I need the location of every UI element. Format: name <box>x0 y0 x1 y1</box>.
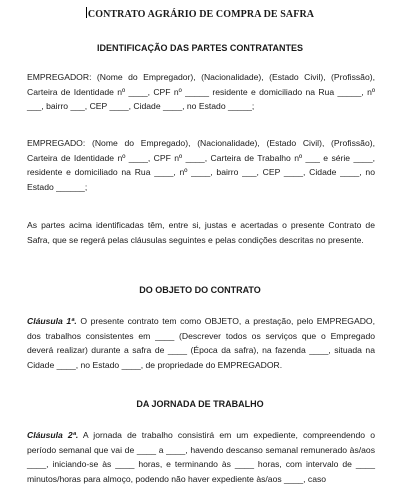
paragraph-empregado: EMPREGADO: (Nome do Empregado), (Nacionalidade), (Estado Civil), (Profissão), Carteira de Identidade nº ____, CPF nº ____, Carteira de Trabalho nº ___ e série ____, residente e domiciliado na Rua ____, nº ____, bairro ___, CEP ____, Cidade ____, no Estado ______; <box>27 138 375 192</box>
clause-1-text: O presente contrato tem como OBJETO, a prestação, pelo EMPREGADO, dos trabalhos consistentes em ____ (Descrever todos os serviços que o Empregado deverá realizar) durante a safra de ____ (Época da safra), na fazenda ____, situada na Cidade ____, no Estado ____, de propriedade do EMPREGADOR. <box>27 316 376 370</box>
clause-2-label: Cláusula 2ª. <box>27 430 79 440</box>
clause-1-label: Cláusula 1ª. <box>27 316 77 326</box>
paragraph-empregador: EMPREGADOR: (Nome do Empregador), (Nacionalidade), (Estado Civil), (Profissão), Carteira de Identidade nº ____, CPF nº _____ residente e domiciliado na Rua _____, nº ___, bairro ___, CEP ____, Cidade ____, no Estado _____; <box>27 72 375 111</box>
paragraph-partes: As partes acima identificadas têm, entre si, justas e acertadas o presente Contrato de Safra, que se regerá pelas cláusulas seguintes e pelas condições descritas no presente. <box>27 220 375 245</box>
section-heading-identificacao: IDENTIFICAÇÃO DAS PARTES CONTRATANTES <box>97 43 303 53</box>
document-title-line <box>0 7 400 20</box>
paragraph-clausula-2 <box>27 428 375 486</box>
text-cursor <box>86 7 87 18</box>
paragraph-clausula-1 <box>27 314 375 372</box>
document-title: CONTRATO AGRÁRIO DE COMPRA DE SAFRA <box>87 9 315 20</box>
clause-2-text: A jornada de trabalho consistirá em um expediente, compreendendo o período semanal que vai de ____ a ____, havendo descanso semanal remunerado às/aos ____, iniciando-se às ____ horas, e terminando às ____ horas, com intervalo de ____ minutos/horas para almoço, podendo não haver expediente às/aos ____, caso <box>27 430 375 484</box>
section-heading-jornada: DA JORNADA DE TRABALHO <box>136 399 264 409</box>
section-heading-objeto: DO OBJETO DO CONTRATO <box>139 285 261 295</box>
